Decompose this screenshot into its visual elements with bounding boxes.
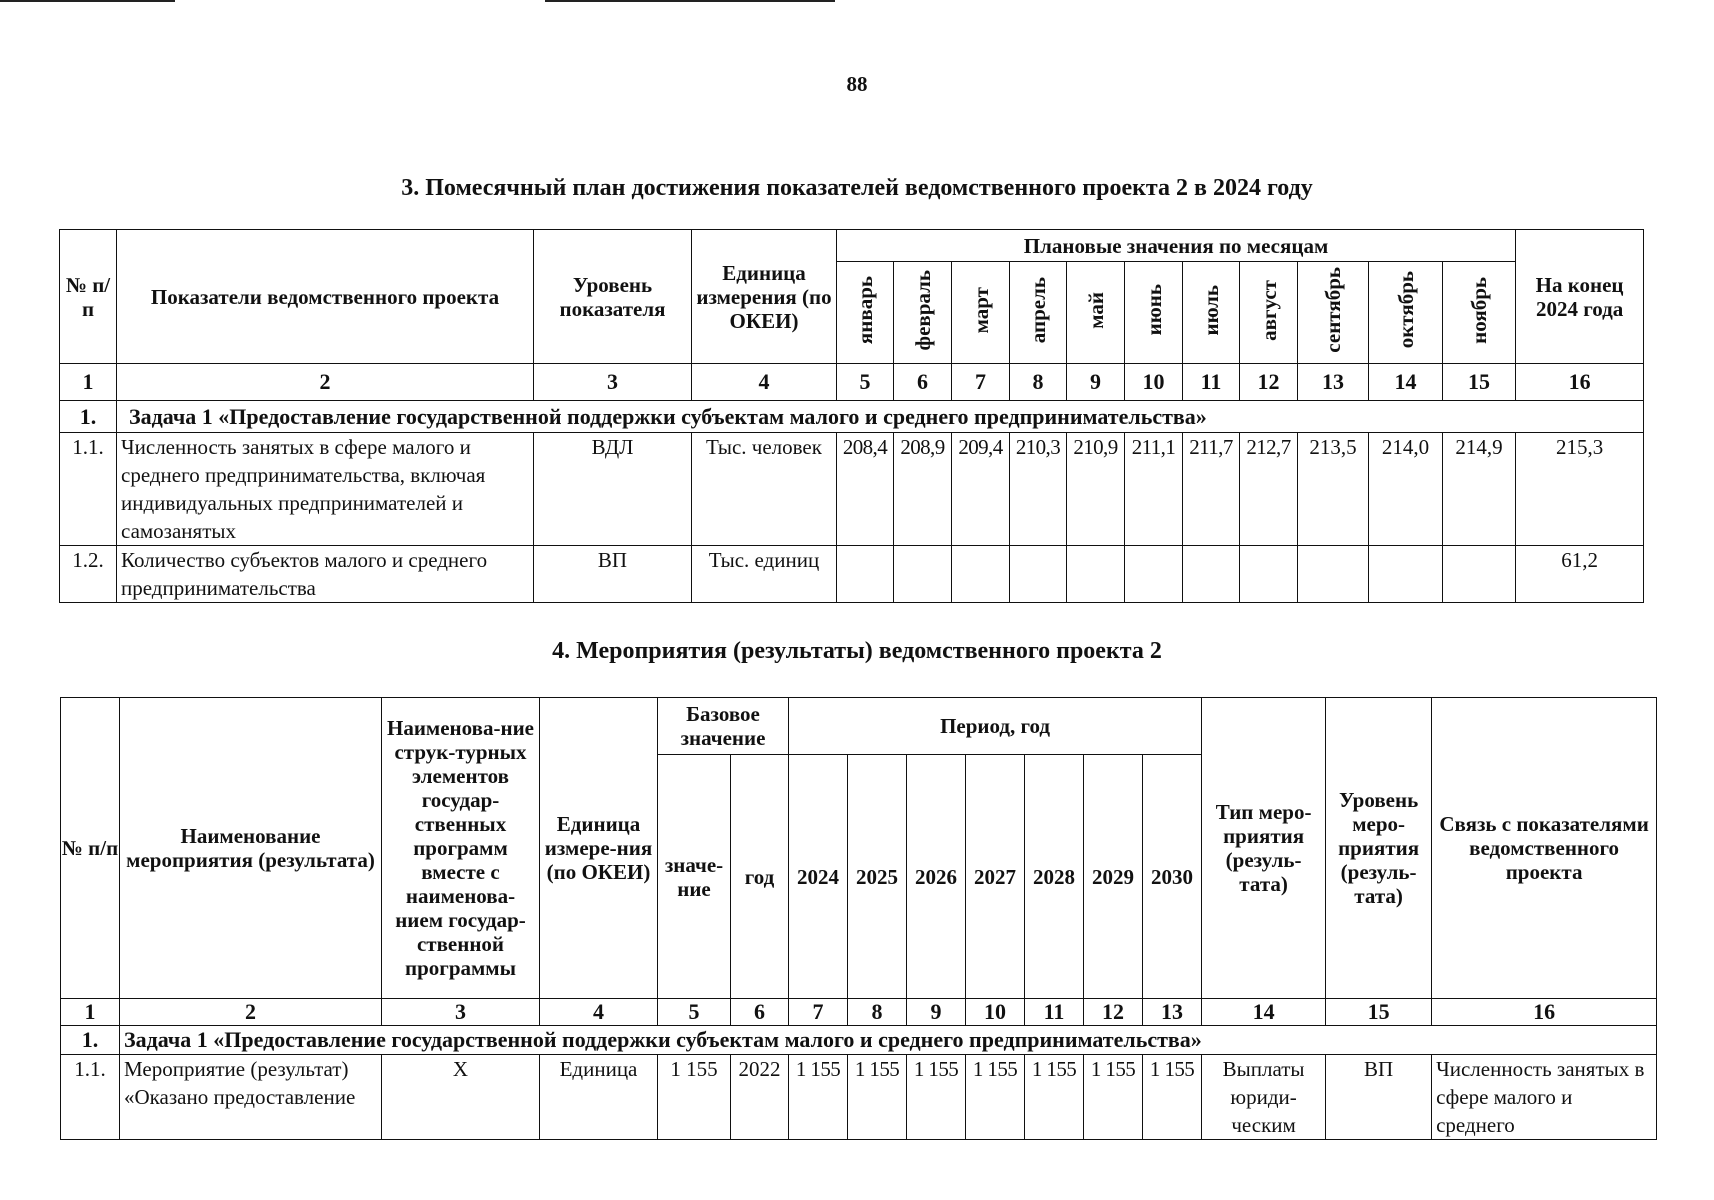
month-header-october: октябрь bbox=[1369, 262, 1443, 364]
year-value: 1 155 bbox=[907, 1055, 966, 1140]
indicator-unit: Тыс. единиц bbox=[692, 546, 837, 603]
col-header-indicator: Показатели ведомственного проекта bbox=[117, 230, 534, 364]
month-header-june: июнь bbox=[1125, 262, 1183, 364]
month-value bbox=[952, 546, 1010, 603]
col-header-type: Тип меро-приятия (резуль-тата) bbox=[1202, 698, 1326, 999]
end-value: 215,3 bbox=[1516, 433, 1644, 546]
col-header-unit: Единица измере-ния (по ОКЕИ) bbox=[540, 698, 658, 999]
table-row bbox=[61, 1055, 1657, 1140]
indicator-name: Количество субъектов малого и среднего предпринимательства bbox=[117, 546, 534, 603]
monthly-plan-table bbox=[59, 229, 1644, 603]
month-value bbox=[1443, 546, 1516, 603]
col-number: 9 bbox=[1067, 364, 1125, 401]
task-row bbox=[60, 401, 1644, 433]
col-number: 11 bbox=[1183, 364, 1240, 401]
table4-title: 4. Мероприятия (результаты) ведомственного проекта 2 bbox=[552, 638, 1162, 664]
col-number: 1 bbox=[60, 364, 117, 401]
month-value: 212,7 bbox=[1240, 433, 1298, 546]
month-value bbox=[1369, 546, 1443, 603]
indicator-name: Численность занятых в сфере малого и среднего предпринимательства, включая индивидуальных предпринимателей и самозанятых bbox=[117, 433, 534, 546]
indicator-unit: Тыс. человек bbox=[692, 433, 837, 546]
activity-level: ВП bbox=[1326, 1055, 1432, 1140]
col-number: 9 bbox=[907, 999, 966, 1026]
col-number: 14 bbox=[1202, 999, 1326, 1026]
activities-table bbox=[60, 697, 1657, 1140]
col-number: 2 bbox=[120, 999, 382, 1026]
col-number: 13 bbox=[1143, 999, 1202, 1026]
month-header-august: август bbox=[1240, 262, 1298, 364]
col-header-unit: Единица измерения (по ОКЕИ) bbox=[692, 230, 837, 364]
year-header-2029: 2029 bbox=[1084, 755, 1143, 999]
col-number: 2 bbox=[117, 364, 534, 401]
col-header-name: Наименование мероприятия (результата) bbox=[120, 698, 382, 999]
month-header-july: июль bbox=[1183, 262, 1240, 364]
col-header-end: На конец 2024 года bbox=[1516, 230, 1644, 364]
row-number: 1.1. bbox=[61, 1055, 120, 1140]
month-value bbox=[1067, 546, 1125, 603]
month-value: 208,4 bbox=[837, 433, 894, 546]
page-number: 88 bbox=[846, 72, 868, 96]
activity-link: Численность занятых в сфере малого и среднего bbox=[1432, 1055, 1657, 1140]
month-value bbox=[1298, 546, 1369, 603]
month-value bbox=[1240, 546, 1298, 603]
col-header-level: Уровень меро-приятия (резуль-тата) bbox=[1326, 698, 1432, 999]
year-header-2025: 2025 bbox=[848, 755, 907, 999]
col-number: 11 bbox=[1025, 999, 1084, 1026]
col-number: 5 bbox=[658, 999, 731, 1026]
col-number: 8 bbox=[848, 999, 907, 1026]
col-header-num: № п/п bbox=[61, 698, 120, 999]
activity-unit: Единица bbox=[540, 1055, 658, 1140]
indicator-level: ВДЛ bbox=[534, 433, 692, 546]
task-row bbox=[61, 1026, 1657, 1055]
col-number: 15 bbox=[1443, 364, 1516, 401]
top-rule-left bbox=[0, 0, 175, 2]
year-header-2030: 2030 bbox=[1143, 755, 1202, 999]
month-value: 210,9 bbox=[1067, 433, 1125, 546]
month-header-february: февраль bbox=[894, 262, 952, 364]
table-row bbox=[60, 433, 1644, 546]
col-header-period-group: Период, год bbox=[789, 698, 1202, 755]
col-number: 16 bbox=[1432, 999, 1657, 1026]
col-number: 4 bbox=[692, 364, 837, 401]
activity-name: Мероприятие (результат) «Оказано предоставление bbox=[120, 1055, 382, 1140]
month-header-november: ноябрь bbox=[1443, 262, 1516, 364]
col-number: 6 bbox=[894, 364, 952, 401]
year-value: 1 155 bbox=[1143, 1055, 1202, 1140]
task-number: 1. bbox=[61, 1026, 120, 1055]
indicator-level: ВП bbox=[534, 546, 692, 603]
year-header-2027: 2027 bbox=[966, 755, 1025, 999]
month-value bbox=[837, 546, 894, 603]
col-number: 8 bbox=[1010, 364, 1067, 401]
col-number: 6 bbox=[731, 999, 789, 1026]
end-value: 61,2 bbox=[1516, 546, 1644, 603]
table3-title: 3. Помесячный план достижения показателей ведомственного проекта 2 в 2024 году bbox=[401, 175, 1313, 201]
year-value: 1 155 bbox=[1084, 1055, 1143, 1140]
col-number: 3 bbox=[534, 364, 692, 401]
month-value bbox=[1010, 546, 1067, 603]
month-value: 214,0 bbox=[1369, 433, 1443, 546]
row-number: 1.2. bbox=[60, 546, 117, 603]
column-number-row bbox=[61, 999, 1657, 1026]
col-number: 15 bbox=[1326, 999, 1432, 1026]
year-header-2026: 2026 bbox=[907, 755, 966, 999]
col-number: 10 bbox=[1125, 364, 1183, 401]
col-number: 16 bbox=[1516, 364, 1644, 401]
top-rule-right bbox=[545, 0, 835, 2]
col-number: 14 bbox=[1369, 364, 1443, 401]
month-value: 208,9 bbox=[894, 433, 952, 546]
col-header-link: Связь с показателями ведомственного проекта bbox=[1432, 698, 1657, 999]
month-value bbox=[894, 546, 952, 603]
table-row bbox=[60, 546, 1644, 603]
month-value: 211,1 bbox=[1125, 433, 1183, 546]
task-title: Задача 1 «Предоставление государственной поддержки субъектам малого и среднего предпринимательства» bbox=[117, 401, 1644, 433]
year-value: 1 155 bbox=[848, 1055, 907, 1140]
activity-type: Выплаты юриди-ческим bbox=[1202, 1055, 1326, 1140]
month-header-march: март bbox=[952, 262, 1010, 364]
year-value: 1 155 bbox=[1025, 1055, 1084, 1140]
month-header-april: апрель bbox=[1010, 262, 1067, 364]
year-header-2028: 2028 bbox=[1025, 755, 1084, 999]
task-title: Задача 1 «Предоставление государственной поддержки субъектам малого и среднего предпринимательства» bbox=[120, 1026, 1657, 1055]
col-number: 4 bbox=[540, 999, 658, 1026]
col-header-struct: Наименова-ние струк-турных элементов государ-ственных программ вместе с наименова-нием государ-ственной программы bbox=[382, 698, 540, 999]
col-header-months-group: Плановые значения по месяцам bbox=[837, 230, 1516, 262]
column-number-row bbox=[60, 364, 1644, 401]
col-header-num: № п/п bbox=[60, 230, 117, 364]
row-number: 1.1. bbox=[60, 433, 117, 546]
col-number: 7 bbox=[952, 364, 1010, 401]
month-value bbox=[1125, 546, 1183, 603]
month-value: 213,5 bbox=[1298, 433, 1369, 546]
col-number: 12 bbox=[1084, 999, 1143, 1026]
year-value: 1 155 bbox=[789, 1055, 848, 1140]
base-year: 2022 bbox=[731, 1055, 789, 1140]
month-header-september: сентябрь bbox=[1298, 262, 1369, 364]
col-number: 10 bbox=[966, 999, 1025, 1026]
col-number: 7 bbox=[789, 999, 848, 1026]
year-value: 1 155 bbox=[966, 1055, 1025, 1140]
month-value: 210,3 bbox=[1010, 433, 1067, 546]
month-value: 209,4 bbox=[952, 433, 1010, 546]
col-number: 5 bbox=[837, 364, 894, 401]
month-value: 211,7 bbox=[1183, 433, 1240, 546]
month-header-may: май bbox=[1067, 262, 1125, 364]
col-number: 13 bbox=[1298, 364, 1369, 401]
month-value: 214,9 bbox=[1443, 433, 1516, 546]
month-header-january: январь bbox=[837, 262, 894, 364]
col-header-level: Уровень показателя bbox=[534, 230, 692, 364]
col-header-base-value: значе-ние bbox=[658, 755, 731, 999]
struct-element: X bbox=[382, 1055, 540, 1140]
month-value bbox=[1183, 546, 1240, 603]
year-header-2024: 2024 bbox=[789, 755, 848, 999]
col-number: 3 bbox=[382, 999, 540, 1026]
task-number: 1. bbox=[60, 401, 117, 433]
col-number: 1 bbox=[61, 999, 120, 1026]
col-number: 12 bbox=[1240, 364, 1298, 401]
col-header-base-year: год bbox=[731, 755, 789, 999]
col-header-base-group: Базовое значение bbox=[658, 698, 789, 755]
base-value: 1 155 bbox=[658, 1055, 731, 1140]
